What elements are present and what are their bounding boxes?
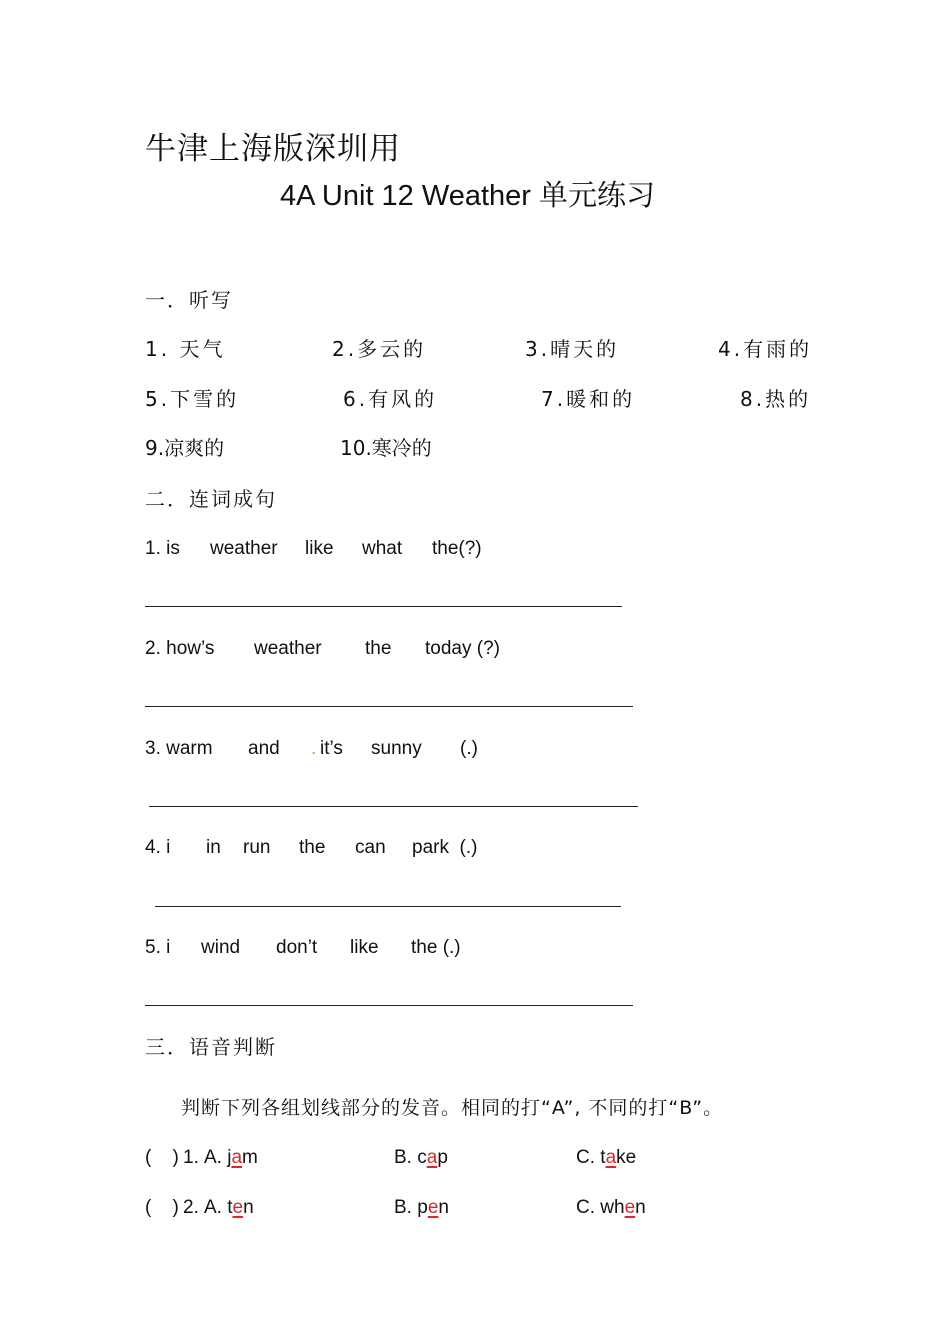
answer-bracket-2[interactable]: ( ) bbox=[145, 1197, 179, 1218]
answer-line-1[interactable] bbox=[145, 606, 622, 607]
section1-heading: 一．听写 bbox=[145, 288, 233, 312]
q2-word: weather bbox=[254, 638, 322, 659]
q3-word: sunny bbox=[371, 738, 422, 759]
q4-word: the bbox=[299, 837, 326, 858]
answer-line-2[interactable] bbox=[145, 706, 633, 707]
answer-line-5[interactable] bbox=[145, 1005, 633, 1006]
q4-word: park (.) bbox=[412, 837, 478, 858]
q5-word: wind bbox=[201, 937, 241, 958]
q3-word: (.) bbox=[460, 738, 478, 759]
question-number-2: 2. bbox=[183, 1197, 199, 1218]
section3-instruction: 判断下列各组划线部分的发音。相同的打“A”, 不同的打“B”。 bbox=[181, 1097, 724, 1119]
q3-word: 3. warm bbox=[145, 738, 213, 759]
section2-heading: 二．连词成句 bbox=[145, 487, 277, 511]
section3-heading: 三．语音判断 bbox=[145, 1035, 277, 1059]
page-title: 牛津上海版深圳用 bbox=[145, 131, 401, 167]
answer-line-4[interactable] bbox=[155, 906, 621, 907]
q2-word: the bbox=[365, 638, 392, 659]
q4-word: can bbox=[355, 837, 386, 858]
q1-word: 1. is bbox=[145, 538, 180, 559]
option-1b: B. cap bbox=[394, 1147, 448, 1168]
answer-bracket-1[interactable]: ( ) bbox=[145, 1147, 179, 1168]
dictation-item-7: 7.暖和的 bbox=[541, 387, 636, 411]
q1-word: weather bbox=[210, 538, 278, 559]
q2-word: 2. how’s bbox=[145, 638, 215, 659]
q5-word: the (.) bbox=[411, 937, 461, 958]
q3-word: it’s bbox=[320, 738, 343, 759]
q1-word: like bbox=[305, 538, 334, 559]
dictation-item-8: 8.热的 bbox=[740, 387, 812, 411]
q1-word: what bbox=[362, 538, 403, 559]
q5-word: like bbox=[350, 937, 379, 958]
option-1a: A. jam bbox=[204, 1147, 258, 1168]
option-2b: B. pen bbox=[394, 1197, 449, 1218]
q1-word: the(?) bbox=[432, 538, 482, 559]
answer-line-3[interactable] bbox=[149, 806, 638, 807]
page-subtitle: 4A Unit 12 Weather 单元练习 bbox=[280, 180, 656, 212]
dictation-item-10: 10.寒冷的 bbox=[340, 436, 432, 460]
dictation-item-2: 2.多云的 bbox=[332, 337, 427, 361]
q4-word: 4. i bbox=[145, 837, 171, 858]
q5-word: 5. i bbox=[145, 937, 171, 958]
dictation-item-5: 5.下雪的 bbox=[145, 387, 240, 411]
dictation-item-1: 1. 天气 bbox=[145, 337, 226, 361]
q3-word: and bbox=[248, 738, 280, 759]
q4-word: in bbox=[206, 837, 221, 858]
q5-word: don’t bbox=[276, 937, 318, 958]
q4-word: run bbox=[243, 837, 271, 858]
dictation-item-3: 3.晴天的 bbox=[525, 337, 620, 361]
option-2c: C. when bbox=[576, 1197, 646, 1218]
q2-word: today (?) bbox=[425, 638, 500, 659]
question-number-1: 1. bbox=[183, 1147, 199, 1168]
dictation-item-6: 6.有风的 bbox=[343, 387, 438, 411]
option-2a: A. ten bbox=[204, 1197, 254, 1218]
dictation-item-4: 4.有雨的 bbox=[718, 337, 813, 361]
q3-dot-mark: . bbox=[311, 738, 317, 759]
dictation-item-9: 9.凉爽的 bbox=[145, 436, 225, 460]
option-1c: C. take bbox=[576, 1147, 637, 1168]
